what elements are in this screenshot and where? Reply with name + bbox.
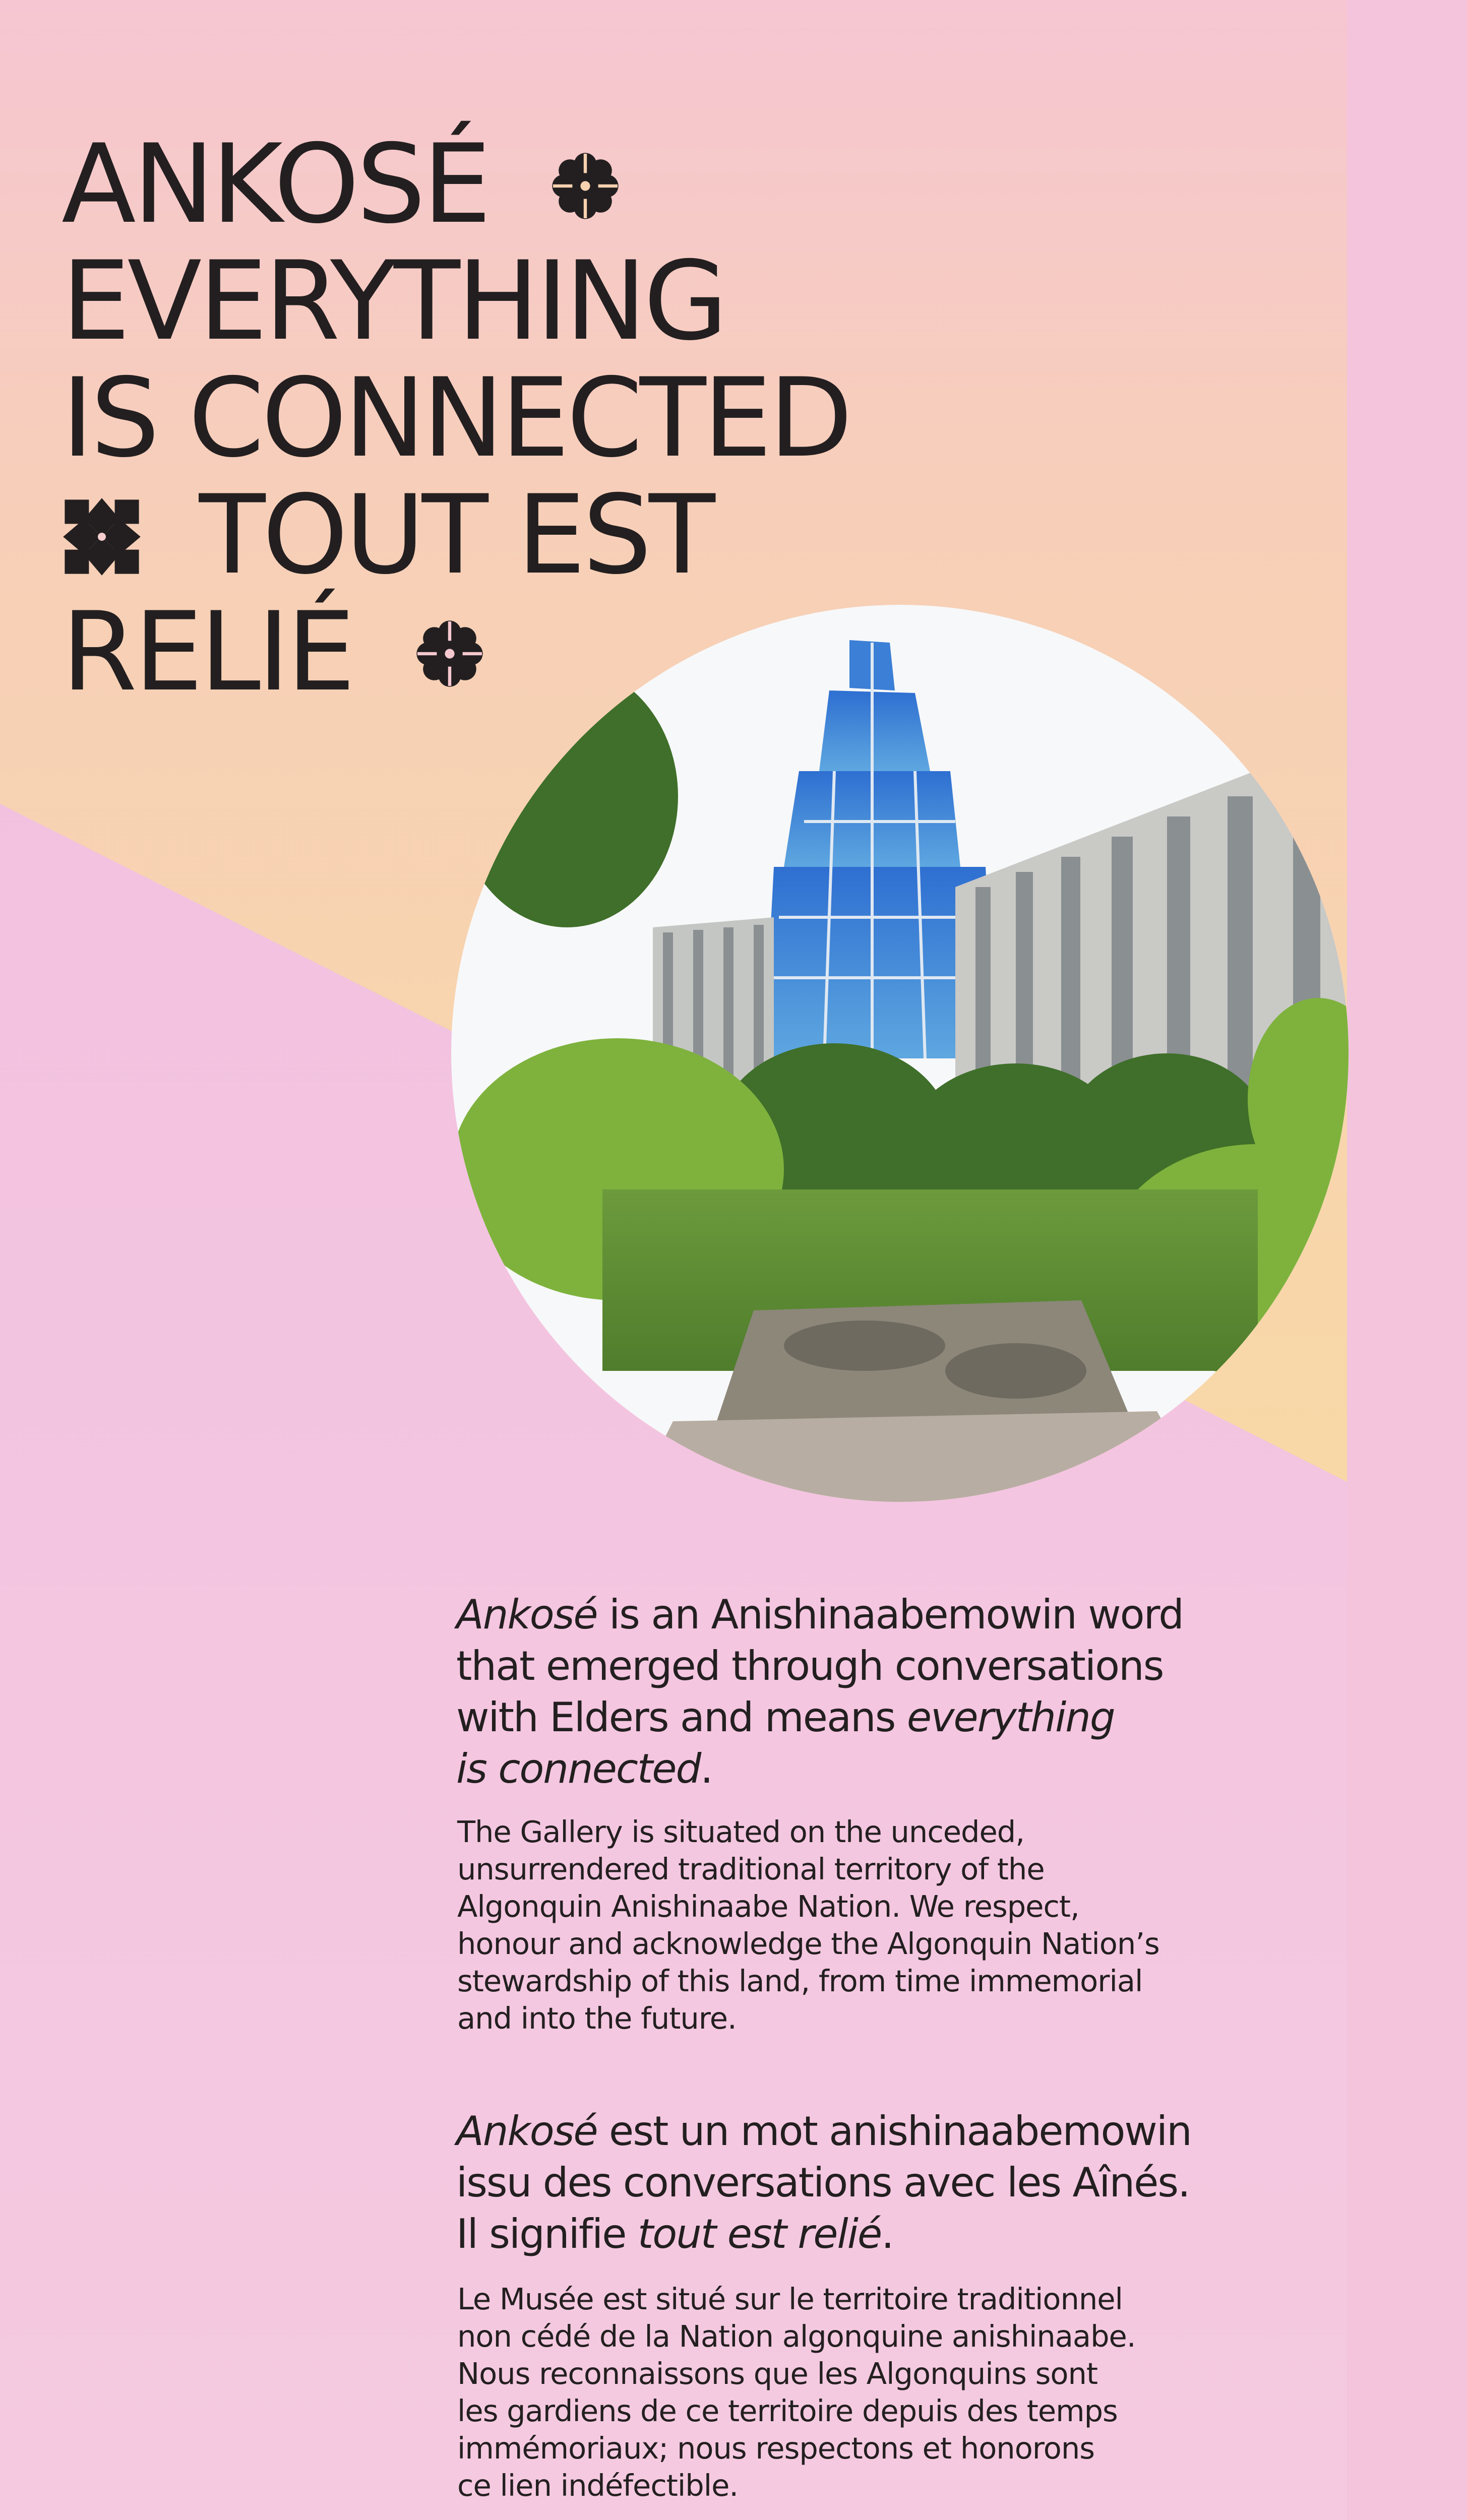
title-line-2: EVERYTHING [62,238,725,364]
page-title [62,121,850,715]
diamond-ornament-icon [62,496,142,577]
french-body-line: Le Musée est situé sur le territoire traditionnel [457,2282,1123,2316]
english-body-line: The Gallery is situated on the unceded, [457,1814,1025,1849]
title-line-3: IS CONNECTED [62,355,850,481]
title-line-4: TOUT EST [62,477,850,594]
flower-ornament-icon [409,613,490,694]
gallery-photo [451,605,1349,1502]
french-body-line: Nous reconnaissons que les Algonquins sont [457,2356,1097,2391]
french-body-line: les gardiens de ce territoire depuis des temps [457,2393,1118,2428]
english-body-line: and into the future. [457,2001,737,2036]
english-lead-term: Ankosé [456,1591,597,1638]
english-body-line: stewardship of this land, from time immemorial [457,1964,1143,1998]
english-body [457,1813,1365,2037]
french-body-line: ce lien indéfectible. [457,2468,739,2503]
title-line-5: RELIÉ [62,594,850,711]
french-lead: Ankosé est un mot anishinaabemowin issu des conversations avec les Aînés. Il signifie tout est relié. [456,2108,1191,2257]
english-body-line: honour and acknowledge the Algonquin Nation’s [457,1926,1159,1961]
english-body-line: Algonquin Anishinaabe Nation. We respect, [457,1889,1079,1924]
title-line-1: ANKOSÉ [62,126,850,243]
french-body [457,2281,1365,2504]
english-lead: Ankosé is an Anishinaabemowin word that emerged through conversations with Elders and means everything is connected. [456,1591,1183,1792]
french-lead-term: Ankosé [456,2108,597,2155]
flower-ornament-icon [545,146,626,226]
french-body-line: immémoriaux; nous respectons et honorons [457,2431,1094,2466]
english-body-line: unsurrendered traditional territory of the [457,1852,1045,1886]
french-body-line: non cédé de la Nation algonquine anishinaabe. [457,2319,1136,2354]
